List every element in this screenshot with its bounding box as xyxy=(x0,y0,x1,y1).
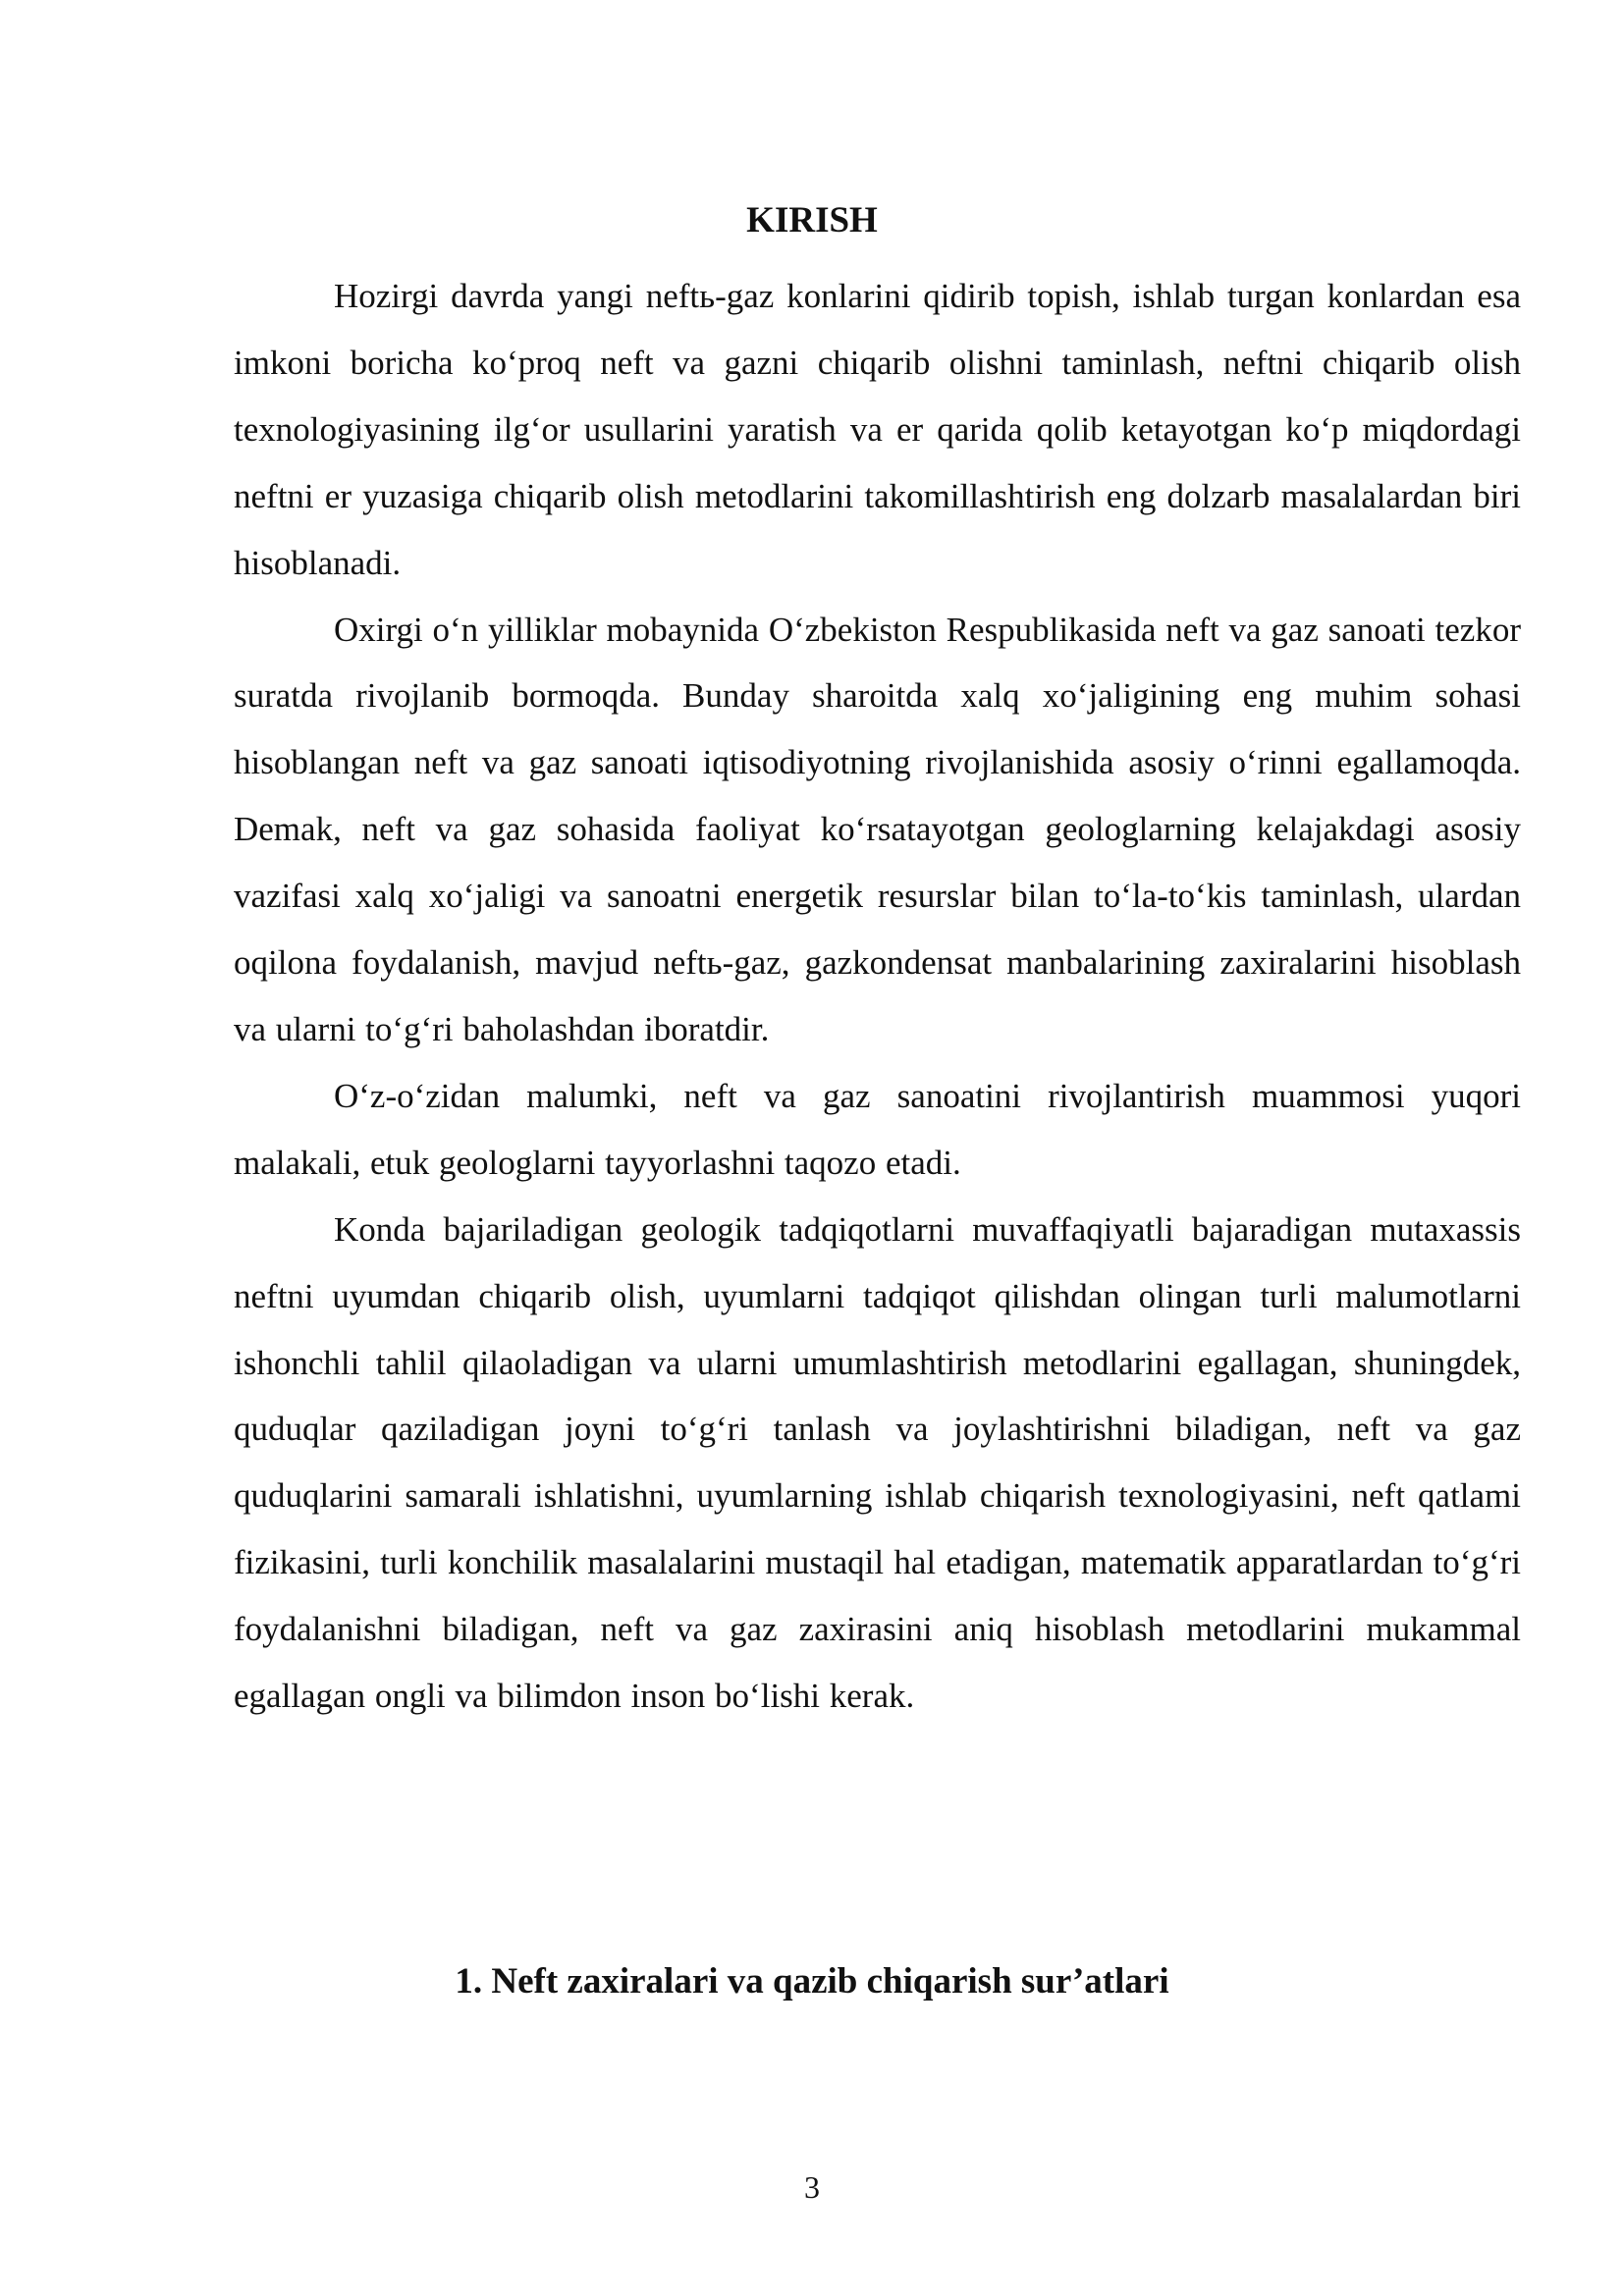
body-text xyxy=(234,263,1521,1730)
page-number: 3 xyxy=(804,2169,820,2205)
page-title: KIRISH xyxy=(746,200,878,240)
paragraph-3: Oʻz-oʻzidan malumki, neft va gaz sanoatini rivojlantirish muammosi yuqori malakali, etuk geologlarni tayyorlashni taqozo etadi. xyxy=(234,1076,1521,1182)
paragraph-4: Konda bajariladigan geologik tadqiqotlarni muvaffaqiyatli bajaradigan mutaxassis neftni uyumdan chiqarib olish, uyumlarni tadqiqot qilishdan olingan turli malumotlarni ishonchli tahlil qilaoladigan va ularni umumlashtirish metodlarini egallagan, shuningdek, quduqlar qaziladigan joyni toʻgʻri tanlash va joylashtirishni biladigan, neft va gaz quduqlarini samarali ishlatishni, uyumlarning ishlab chiqarish texnologiyasini, neft qatlami fizikasini, turli konchilik masalalarini mustaqil hal etadigan, matematik apparatlardan toʻgʻri foydalanishni biladigan, neft va gaz zaxirasini aniq hisoblash metodlarini mukammal egallagan ongli va bilimdon inson boʻlishi kerak. xyxy=(234,1209,1521,1716)
section-heading: 1. Neft zaxiralari va qazib chiqarish sur’atlari xyxy=(455,1961,1169,2002)
paragraph-2: Oxirgi oʻn yilliklar mobaynida Oʻzbekiston Respublikasida neft va gaz sanoati tezkor suratda rivojlanib bormoqda. Bunday sharoitda xalq xoʻjaligining eng muhim sohasi hisoblangan neft va gaz sanoati iqtisodiyotning rivojlanishida asosiy oʻrinni egallamoqda. Demak, neft va gaz sohasida faoliyat koʻrsatayotgan geologlarning kelajakdagi asosiy vazifasi xalq xoʻjaligi va sanoatni energetik resurslar bilan toʻla-toʻkis taminlash, ulardan oqilona foydalanish, mavjud neftь-gaz, gazkondensat manbalarining zaxiralarini hisoblash va ularni toʻgʻri baholashdan iboratdir. xyxy=(234,610,1521,1048)
paragraph-1: Hozirgi davrda yangi neftь-gaz konlarini qidirib topish, ishlab turgan konlardan esa imkoni boricha koʻproq neft va gazni chiqarib olishni taminlash, neftni chiqarib olish texnologiyasining ilgʻor usullarini yaratish va er qarida qolib ketayotgan koʻp miqdordagi neftni er yuzasiga chiqarib olish metodlarini takomillashtirish eng dolzarb masalalardan biri hisoblanadi. xyxy=(234,277,1521,582)
